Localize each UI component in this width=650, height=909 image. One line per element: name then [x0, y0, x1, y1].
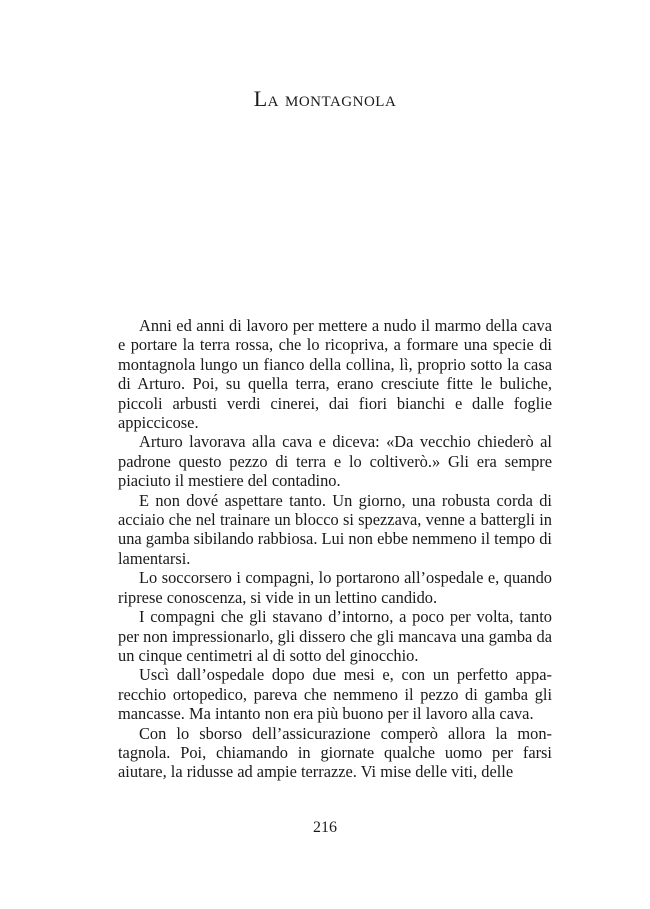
body-text	[118, 316, 552, 782]
paragraph: Anni ed anni di lavoro per mettere a nudo il marmo della cava e portare la terra rossa, che lo ricopriva, a formare una specie di montagnola lungo un fianco della collina, lì, proprio sotto la casa di Arturo. Poi, su quella terra, erano cresciute fitte le buliche, piccoli arbusti verdi cinerei, dai fiori bianchi e dalle foglie appiccicose.	[118, 316, 552, 433]
page-number: 216	[313, 819, 337, 836]
paragraph: Arturo lavorava alla cava e diceva: «Da vecchio chiederò al padrone questo pezzo di terra e lo coltiverò.» Gli era sempre piaciuto il mestiere del contadino.	[118, 432, 552, 491]
paragraph: I compagni che gli stavano d’intorno, a poco per volta, tanto per non impressionarlo, gli dissero che gli mancava una gamba da un cinque centimetri al di sotto del ginocchio.	[118, 607, 552, 665]
paragraph: E non dové aspettare tanto. Un giorno, una robusta corda di acciaio che nel trainare un blocco si spezzava, venne a battergli in una gamba sibilando rabbiosa. Lui non ebbe nemmeno il tempo di lamentarsi.	[118, 490, 552, 568]
paragraph: Lo soccorsero i compagni, lo portarono all’ospedale e, quando riprese conoscenza, si vide in un lettino candido.	[118, 568, 552, 607]
paragraph: Con lo sborso dell’assicurazione comperò allora la montagnola. Poi, chiamando in giornate qualche uomo per farsi aiutare, la ridusse ad ampie terrazze. Vi mise delle viti, delle	[118, 723, 552, 782]
paragraph: Uscì dall’ospedale dopo due mesi e, con un perfetto apparecchio ortopedico, pareva che nemmeno il pezzo di gamba gli mancasse. Ma intanto non era più buono per il lavoro alla cava.	[118, 665, 552, 724]
chapter-title: La montagnola	[253, 86, 397, 111]
